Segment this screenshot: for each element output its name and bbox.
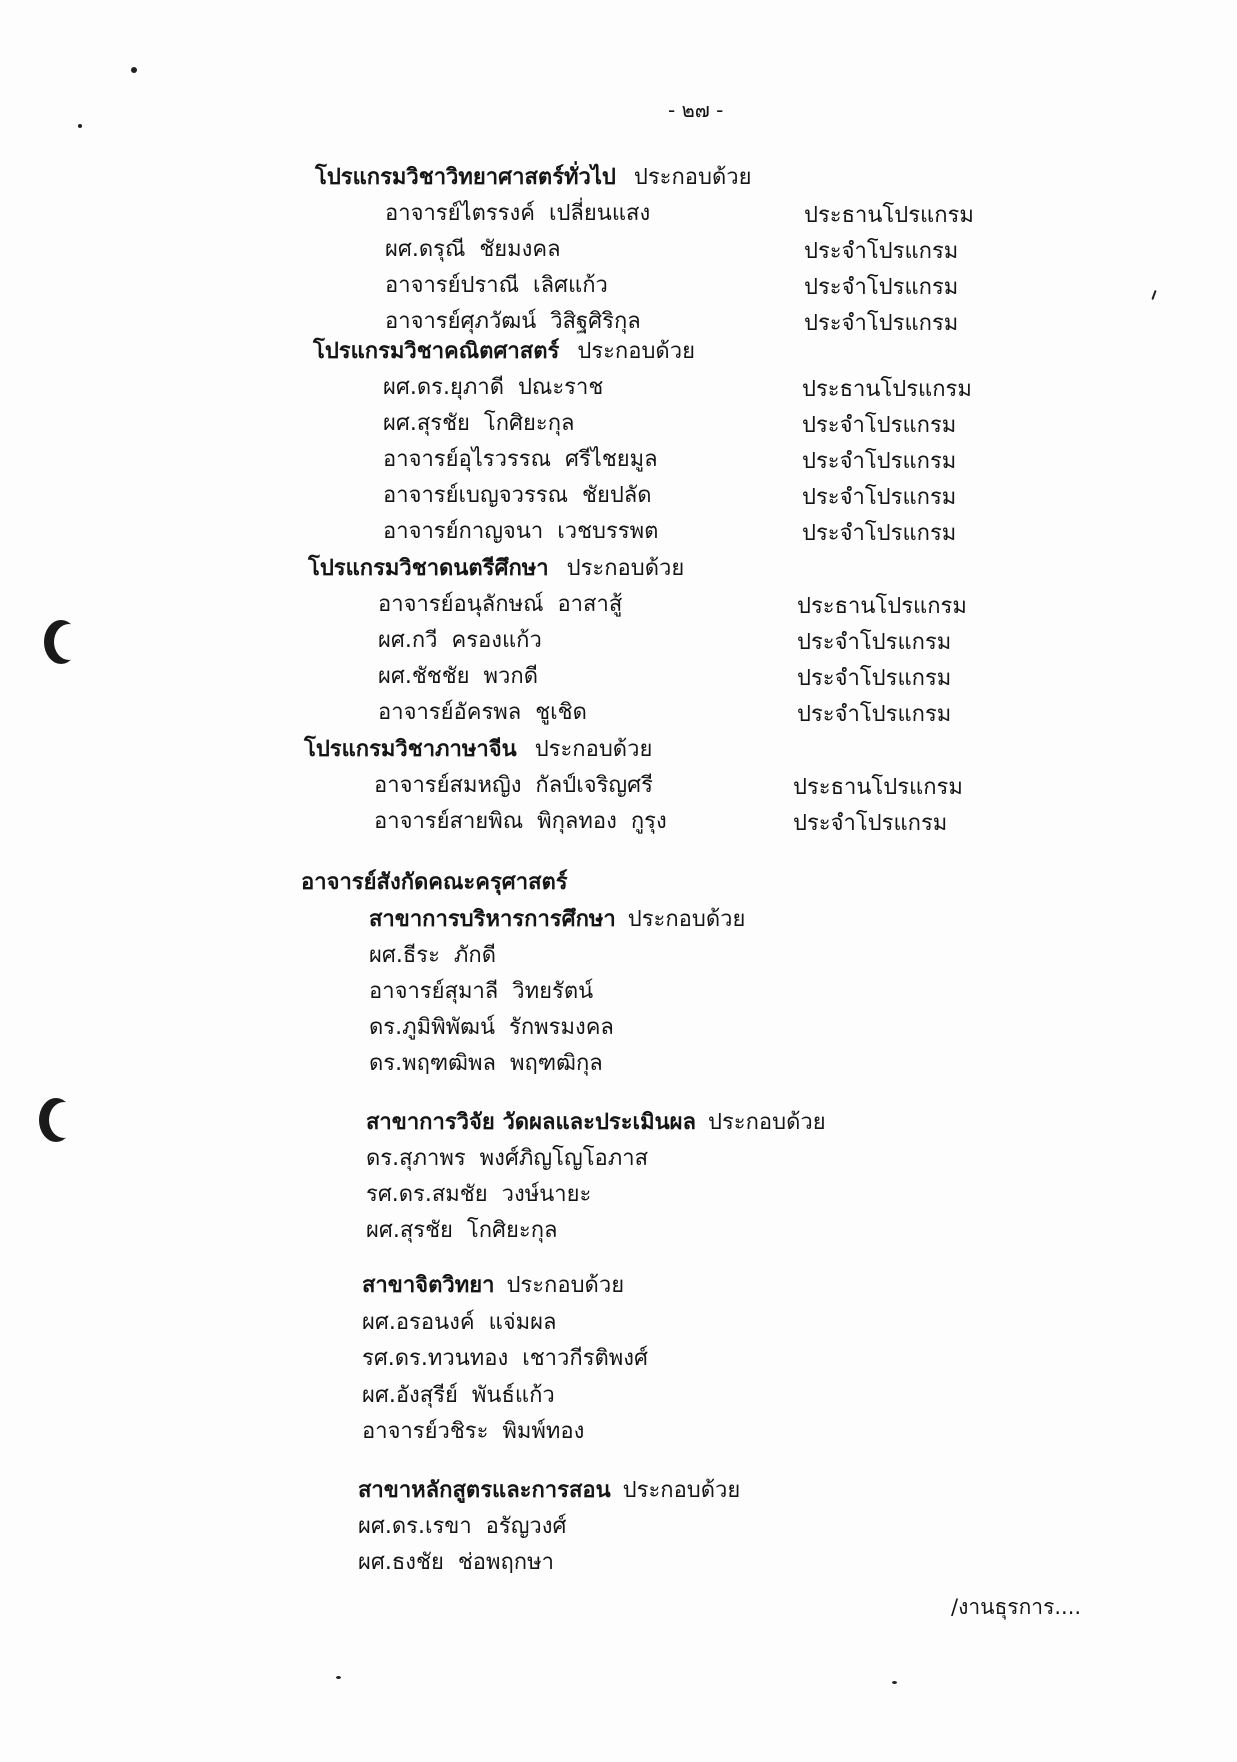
branch-title: สาขาจิตวิทยา (362, 1273, 495, 1298)
member-row (308, 659, 952, 695)
member-role: ประจำโปรแกรม (797, 702, 952, 727)
branch-member: ดร.สุภาพร พงศ์ภิญโญโอภาส (366, 1146, 649, 1171)
member-row (313, 478, 957, 514)
branch-member: ผศ.ธีระ ภักดี (369, 943, 497, 968)
program-section (304, 732, 963, 840)
branch-heading (362, 1268, 648, 1305)
faculty-heading: อาจารย์สังกัดคณะครุศาสตร์ (301, 870, 568, 895)
program-section (315, 160, 974, 340)
member-role: ประธานโปรแกรม (802, 377, 972, 402)
member-name: อาจารย์ศุภวัฒน์ วิสิฐศิริกุล (385, 309, 641, 334)
branch-title: สาขาหลักสูตรและการสอน (358, 1478, 611, 1503)
member-name: อาจารย์ปราณี เลิศแก้ว (385, 273, 608, 298)
member-role: ประธานโปรแกรม (804, 203, 974, 228)
member-name: อาจารย์สมหญิง กัลป์เจริญศรี (374, 773, 653, 798)
branch-section (366, 1105, 826, 1249)
member-row (315, 268, 959, 304)
member-role: ประจำโปรแกรม (804, 239, 959, 264)
program-section (313, 334, 972, 550)
branch-heading-suffix: ประกอบด้วย (627, 907, 746, 932)
branch-member: ดร.ภูมิพิพัฒน์ รักพรมงคล (369, 1015, 614, 1040)
program-title: โปรแกรมวิชาวิทยาศาสตร์ทั่วไป (315, 165, 616, 190)
scan-speck (131, 67, 137, 73)
member-role: ประธานโปรแกรม (797, 594, 967, 619)
continuation-note: /งานธุรการ.... (951, 1595, 1082, 1619)
hole-punch-mark (44, 620, 78, 664)
member-row (313, 370, 972, 406)
member-name: ผศ.ชัชชัย พวกดี (378, 664, 538, 689)
branch-heading-suffix: ประกอบด้วย (707, 1110, 826, 1135)
scan-speck (336, 1676, 341, 1679)
branch-title: สาขาการบริหารการศึกษา (369, 907, 616, 932)
member-role: ประจำโปรแกรม (793, 811, 948, 836)
member-name: ผศ.สุรชัย โกศิยะกุล (383, 411, 575, 436)
page-number: - ๒๗ - (668, 98, 724, 122)
program-section (308, 551, 967, 731)
branch-member: ผศ.ธงชัย ช่อพฤกษา (358, 1550, 554, 1575)
member-name: อาจารย์ไตรรงค์ เปลี่ยนแสง (385, 201, 651, 226)
branch-member: ผศ.อรอนงค์ แจ่มผล (362, 1309, 557, 1335)
program-heading (304, 732, 652, 768)
branch-heading (366, 1105, 826, 1141)
branch-heading-suffix: ประกอบด้วย (506, 1273, 625, 1298)
branch-member: ผศ.สุรชัย โกศิยะกุล (366, 1218, 558, 1243)
branch-section (362, 1268, 648, 1451)
branch-member: รศ.ดร.ทวนทอง เชาวกีรติพงศ์ (362, 1346, 648, 1371)
scan-speck (1151, 290, 1156, 300)
branch-member: ดร.พฤฑฒิพล พฤฑฒิกุล (369, 1051, 603, 1076)
member-role: ประจำโปรแกรม (797, 630, 952, 655)
member-role: ประจำโปรแกรม (804, 311, 959, 336)
member-name: อาจารย์กาญจนา เวชบรรพต (383, 519, 659, 544)
member-row (313, 406, 957, 442)
member-name: อาจารย์สายพิณ พิกุลทอง กูรุง (374, 809, 667, 834)
branch-section (358, 1473, 740, 1581)
member-role: ประจำโปรแกรม (802, 485, 957, 510)
member-row (308, 587, 967, 623)
member-role: ประจำโปรแกรม (802, 449, 957, 474)
member-name: ผศ.กวี ครองแก้ว (378, 628, 542, 653)
branch-title: สาขาการวิจัย วัดผลและประเมินผล (366, 1110, 696, 1135)
member-role: ประจำโปรแกรม (802, 413, 957, 438)
member-row (315, 232, 959, 268)
branch-member: อาจารย์วชิระ พิมพ์ทอง (362, 1419, 585, 1444)
member-row (308, 623, 952, 659)
branch-section (369, 902, 745, 1082)
member-name: ผศ.ดร.ยุภาดี ปณะราช (383, 375, 604, 400)
scan-speck (892, 1681, 897, 1684)
program-heading (313, 334, 695, 370)
member-row (308, 695, 952, 731)
member-row (315, 196, 974, 232)
program-heading-suffix: ประกอบด้วย (566, 556, 685, 581)
program-heading (315, 160, 752, 196)
member-name: อาจารย์อัครพล ชูเชิด (378, 700, 587, 725)
branch-member: รศ.ดร.สมชัย วงษ์นายะ (366, 1182, 592, 1207)
branch-member: ผศ.อังสุรีย์ พันธ์แก้ว (362, 1382, 555, 1408)
program-heading-suffix: ประกอบด้วย (633, 165, 752, 190)
program-title: โปรแกรมวิชาภาษาจีน (304, 737, 517, 762)
member-role: ประจำโปรแกรม (804, 275, 959, 300)
branch-member: ผศ.ดร.เรขา อรัญวงศ์ (358, 1514, 567, 1539)
member-name: อาจารย์อุไรวรรณ ศรีไชยมูล (383, 447, 658, 472)
program-heading-suffix: ประกอบด้วย (534, 737, 653, 762)
scan-speck (78, 124, 82, 128)
member-row (313, 442, 957, 478)
branch-heading-suffix: ประกอบด้วย (622, 1478, 741, 1503)
program-heading-suffix: ประกอบด้วย (577, 339, 695, 364)
member-name: อาจารย์เบญจวรรณ ชัยปลัด (383, 483, 652, 508)
program-title: โปรแกรมวิชาดนตรีศึกษา (308, 556, 549, 581)
member-role: ประจำโปรแกรม (797, 666, 952, 691)
member-name: อาจารย์อนุลักษณ์ อาสาสู้ (378, 592, 623, 617)
member-role: ประจำโปรแกรม (802, 521, 957, 546)
member-row (304, 768, 963, 804)
branch-heading (369, 902, 745, 938)
member-row (313, 514, 957, 550)
hole-punch-mark (39, 1098, 73, 1142)
branch-heading (358, 1473, 740, 1509)
member-name: ผศ.ดรุณี ชัยมงคล (385, 237, 561, 262)
branch-member: อาจารย์สุมาลี วิทยรัตน์ (369, 979, 594, 1004)
member-role: ประธานโปรแกรม (793, 775, 963, 800)
member-row (304, 804, 948, 840)
program-heading (308, 551, 684, 587)
program-title: โปรแกรมวิชาคณิตศาสตร์ (313, 339, 560, 364)
